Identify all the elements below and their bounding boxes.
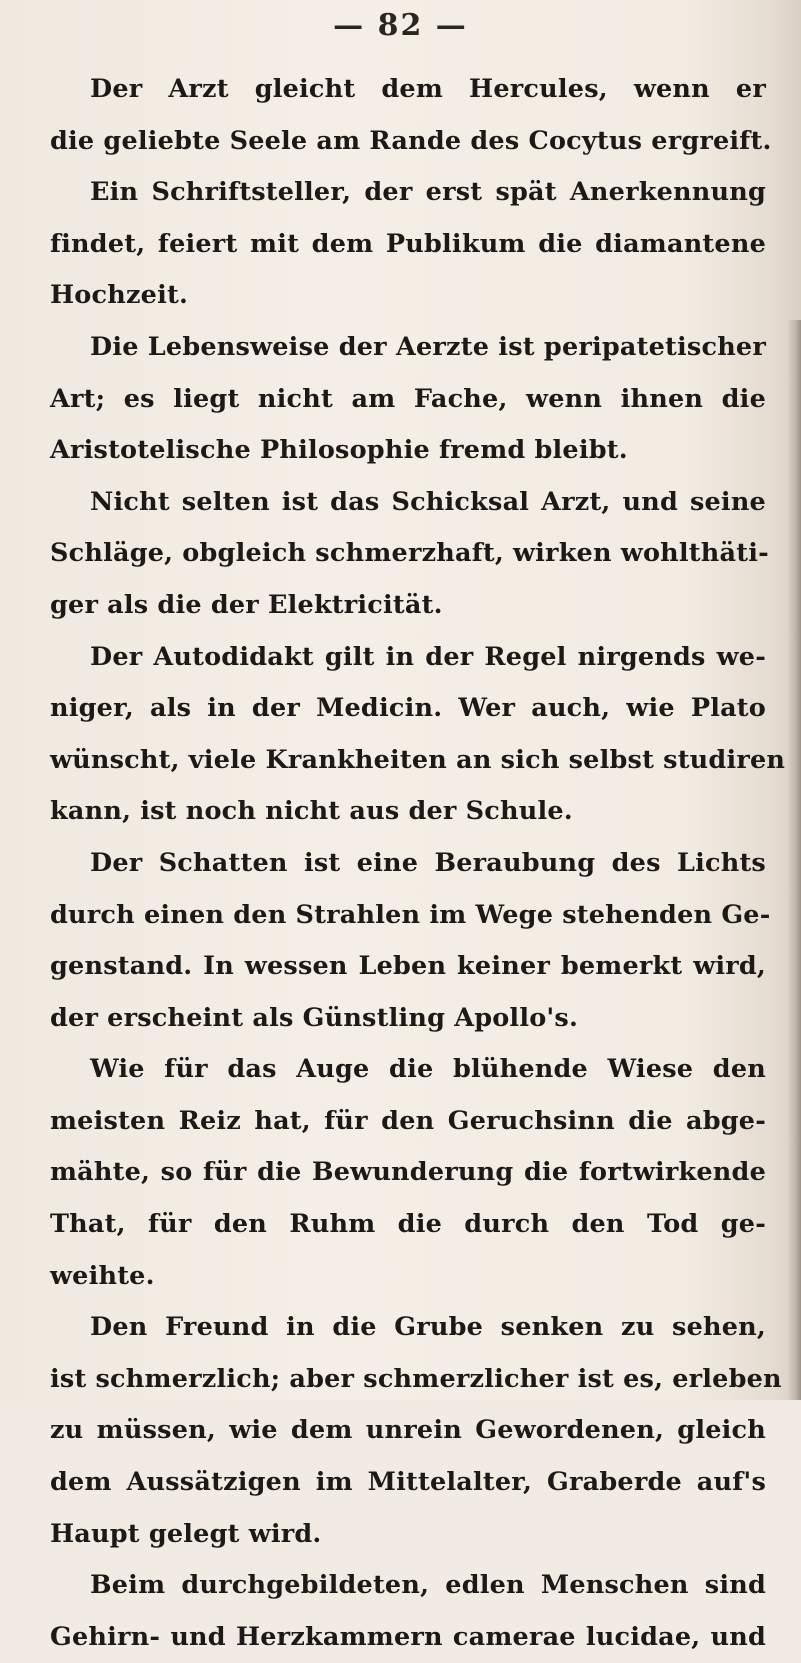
text-line: Aristotelische Philosophie fremd bleibt. [50,435,628,466]
text-line: That, für den Ruhm die durch den Tod ge- [50,1209,766,1240]
text-line: Hochzeit. [50,280,189,311]
text-line: der erscheint als Günstling Apollo's. [50,1002,579,1033]
text-line: dem Aussätzigen im Mittelalter, Graberde auf's [50,1467,766,1498]
text-line: Ein Schriftsteller, der erst spät Anerkennung [90,177,766,208]
text-line: Schläge, obgleich schmerzhaft, wirken wohlthäti- [50,538,769,569]
text-line: durch einen den Strahlen im Wege stehenden Ge- [50,899,771,930]
text-line: Der Schatten ist eine Beraubung des Lichts [90,847,766,878]
text-line: Die Lebensweise der Aerzte ist peripatetischer [90,331,766,362]
body-text [50,64,786,1663]
text-line: ger als die der Elektricität. [50,589,443,620]
text-line: Haupt gelegt wird. [50,1518,322,1549]
text-line: die geliebte Seele am Rande des Cocytus ergreift. [50,125,772,156]
text-line: findet, feiert mit dem Publikum die diamantene [50,228,766,259]
text-line: wünscht, viele Krankheiten an sich selbst studiren [50,744,786,775]
text-line: niger, als in der Medicin. Wer auch, wie Plato [50,693,766,724]
text-line: Wie für das Auge die blühende Wiese den [90,1054,766,1085]
text-line: mähte, so für die Bewunderung die fortwirkende [50,1157,766,1188]
text-line: Nicht selten ist das Schicksal Arzt, und seine [90,486,766,517]
text-line: meisten Reiz hat, für den Geruchsinn die abge- [50,1105,766,1136]
text-line: genstand. In wessen Leben keiner bemerkt wird, [50,951,766,982]
page-number: — 82 — [333,8,468,43]
text-line: Beim durchgebildeten, edlen Menschen sind [90,1570,766,1601]
text-line: Der Arzt gleicht dem Hercules, wenn er [90,74,766,104]
text-line: weihte. [50,1260,155,1291]
page-edge-shadow [787,320,801,1400]
text-line: zu müssen, wie dem unrein Gewordenen, gleich [50,1415,766,1446]
text-line: kann, ist noch nicht aus der Schule. [50,796,573,827]
text-line: Gehirn- und Herzkammern camerae lucidae, und [50,1621,766,1652]
text-line: ist schmerzlich; aber schmerzlicher ist es, erleben [50,1363,782,1394]
text-line: Den Freund in die Grube senken zu sehen, [90,1312,766,1343]
text-line: Art; es liegt nicht am Fache, wenn ihnen die [50,383,766,414]
text-line: Der Autodidakt gilt in der Regel nirgends we- [90,641,766,672]
